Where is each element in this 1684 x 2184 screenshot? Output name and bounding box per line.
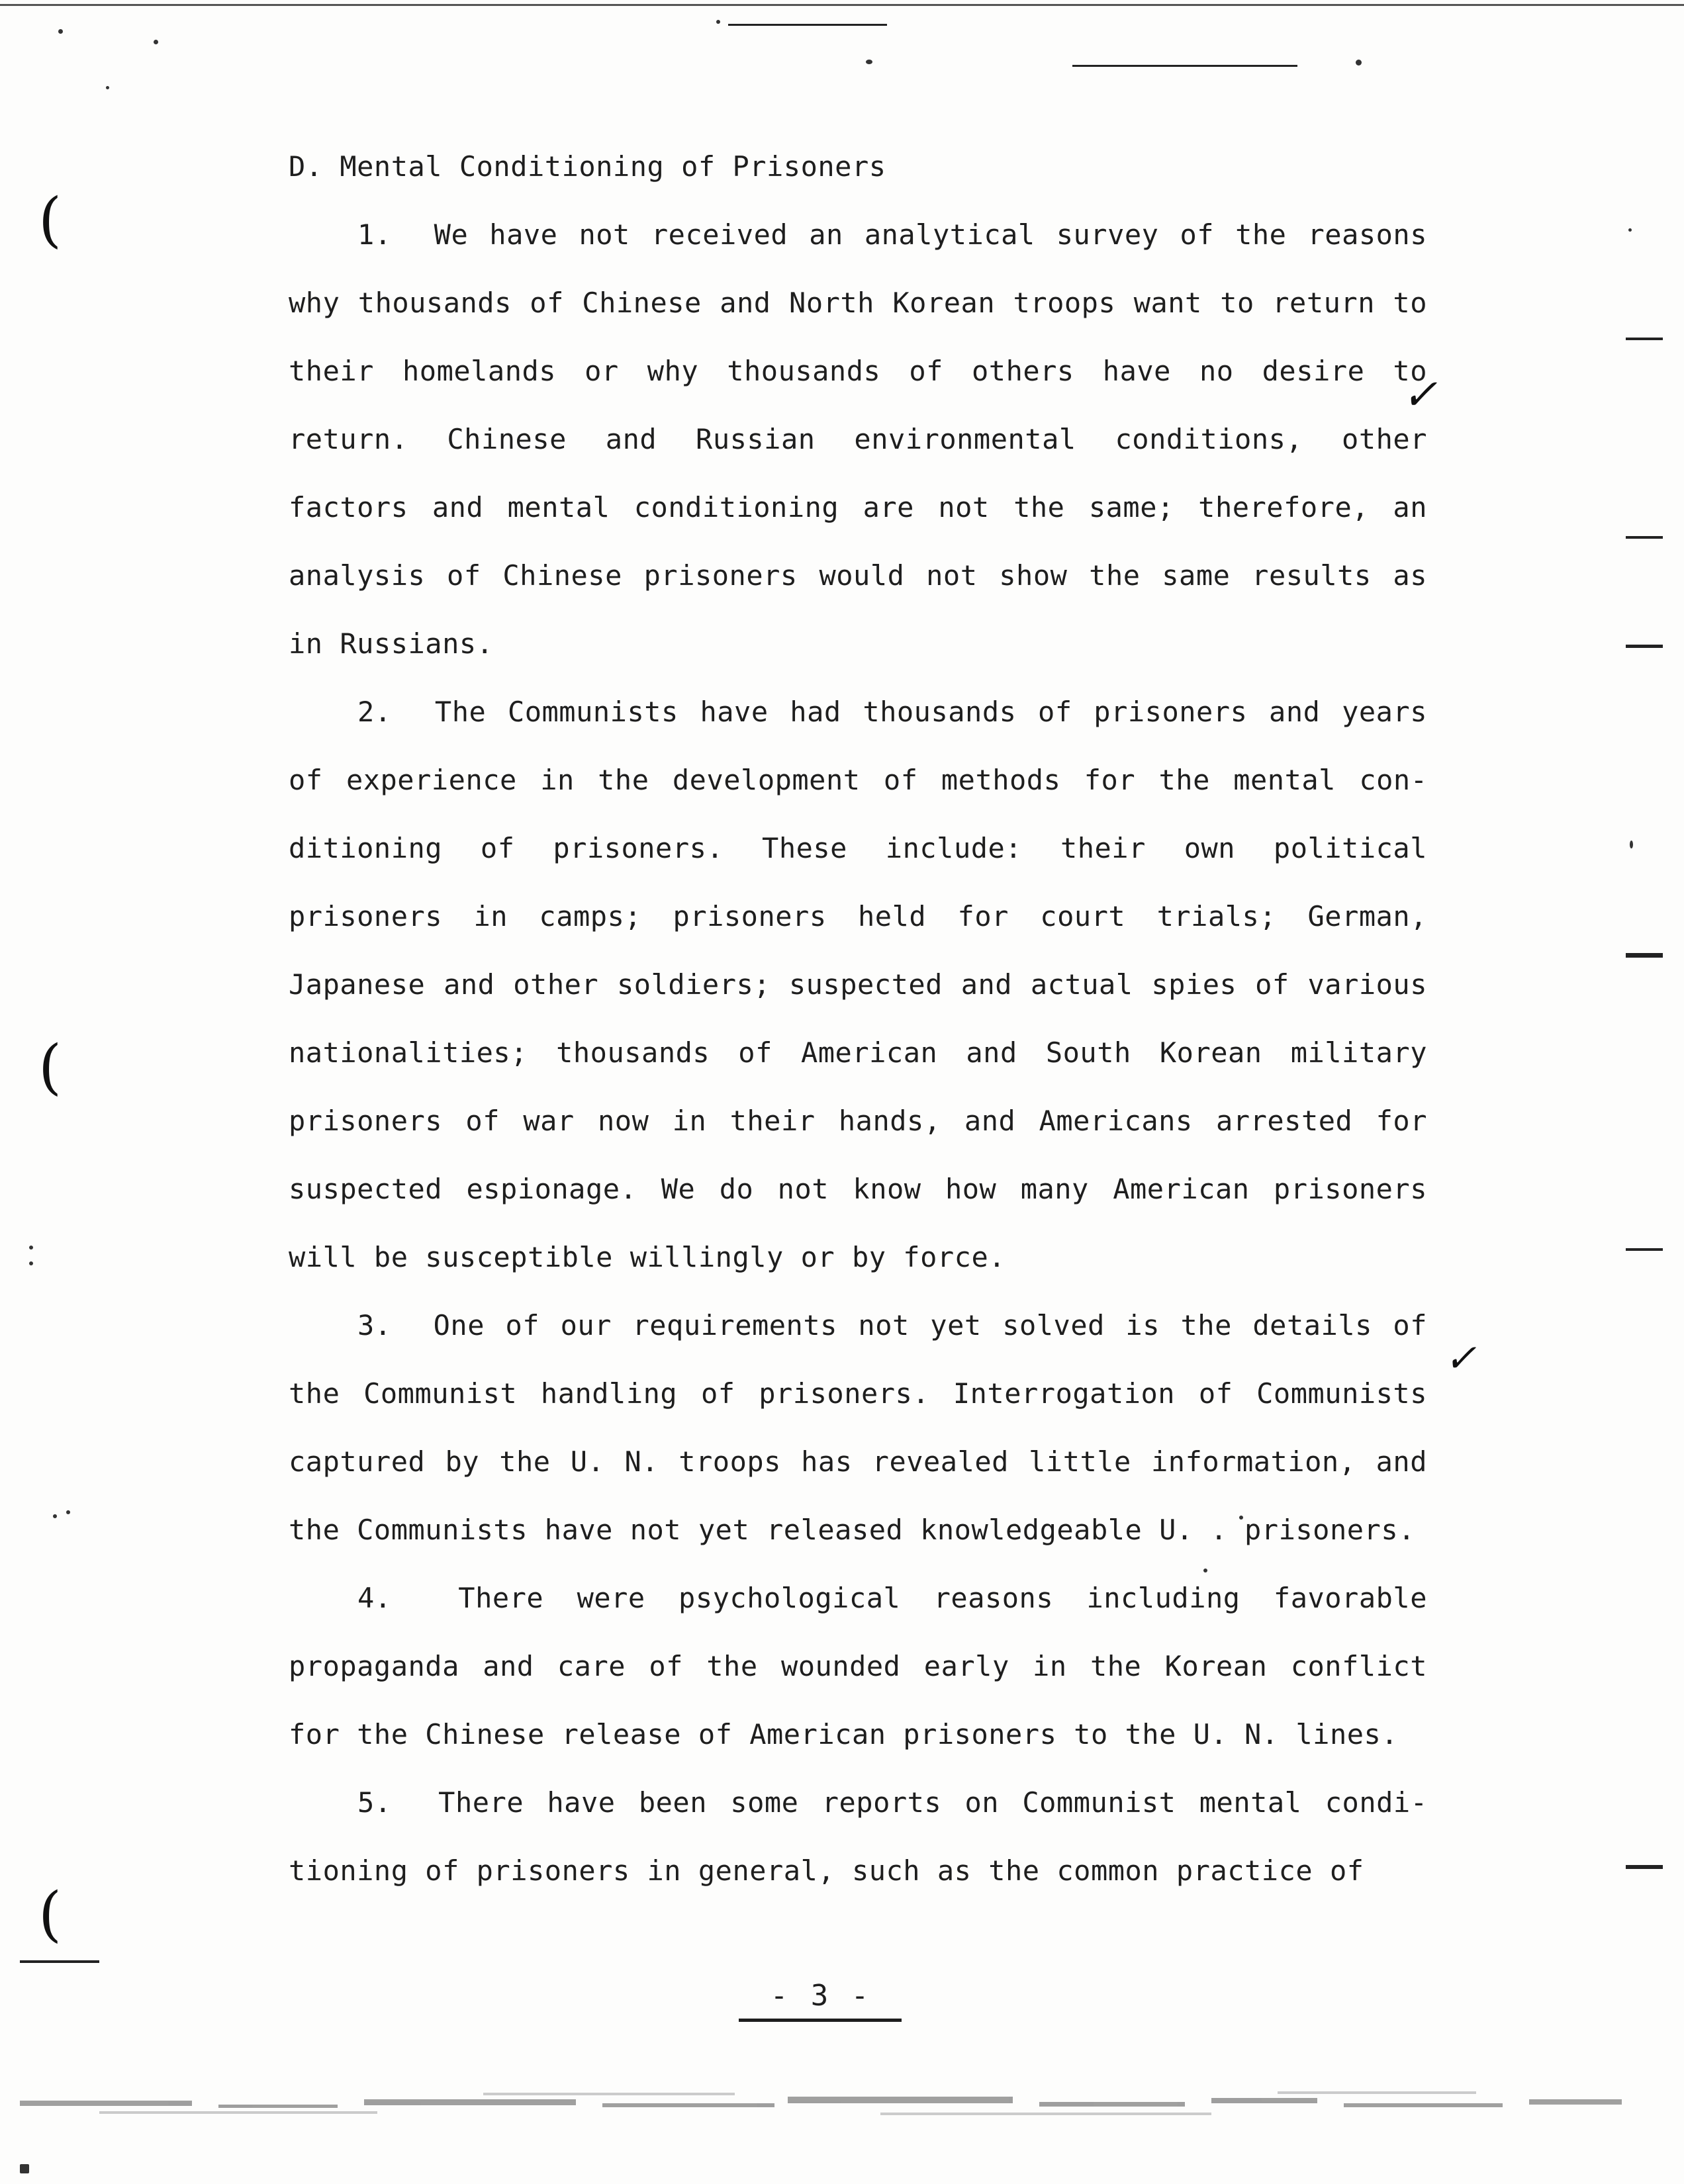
paragraph-4 [289,1564,1427,1768]
paragraph-text: We have not received an analytical survey of the reasons why thousands of Chinese and North Korean troops want to return to their homelands or why thousands of others have no desire to return. Chinese and Russian environmental conditions, other factors and mental conditioning are not the same; therefore, an analysis of Chinese prisoners would not show the same results as in Russians. [289,218,1427,660]
check-mark: ✓ [1444,1336,1477,1381]
scan-speck [154,40,158,44]
scan-mark-rule [728,24,887,26]
paragraph-text: There were psychological reasons including favorable propaganda and care of the wounded early in the Korean conflict for the Chinese release of American prisoners to the U. N. lines. [289,1582,1427,1751]
section-heading: D. Mental Conditioning of Prisoners [289,150,886,183]
scan-speck [53,1514,57,1518]
paragraph-1 [289,201,1427,678]
scan-speck [1630,841,1633,848]
scan-speck [866,60,872,64]
margin-dash [1626,1248,1663,1251]
scan-speck [66,1510,70,1514]
page-number-underline [739,2019,902,2022]
paragraph-number: 5. [357,1786,392,1819]
scan-mark-rule [1072,65,1297,67]
top-edge-rule [0,4,1684,6]
margin-dash [1626,338,1663,340]
check-mark: ✓ [1402,371,1438,420]
margin-dash [1626,953,1663,958]
scan-noise-band [20,2085,1635,2124]
margin-dash [1626,1865,1663,1869]
paragraph-text: There have been some reports on Communist mental conditioning of prisoners in general, such as the common practice of [289,1786,1427,1887]
margin-dash [1626,645,1663,648]
scan-speck [716,20,720,24]
scan-speck [29,1246,33,1250]
paragraph-number: 3. [357,1309,392,1342]
paragraph-3 [289,1291,1427,1564]
paragraph-text: One of our requirements not yet solved is the details of the Communist handling of prisoners. Interrogation of Communists captured by the U. N. troops has revealed little information, and the Communists have not yet released knowledgeable U. . prisoners. [289,1309,1427,1546]
page-number: - 3 - [770,1979,872,2013]
paragraph-number: 4. [357,1582,392,1614]
paragraph-number: 1. [357,218,392,251]
scan-speck [1628,228,1632,232]
scan-mark-rule [20,1960,99,1963]
scan-speck [20,2164,29,2173]
margin-dash [1626,536,1663,539]
binding-hole-mark: ( [38,1880,62,1949]
document-body [289,132,1427,1905]
scan-speck [29,1261,33,1265]
paragraph-5 [289,1768,1427,1905]
paragraph-text: The Communists have had thousands of prisoners and years of experience in the development of methods for the mental conditioning of prisoners. These include: their own political prisoners in camps; prisoners held for court trials; German, Japanese and other soldiers; suspected and actual spies of various nationalities; thousands of American and South Korean military prisoners of war now in their hands, and Americans arrested for suspected espionage. We do not know how many American prisoners will be susceptible willingly or by force. [289,696,1427,1273]
scan-speck [106,86,109,89]
binding-hole-mark: ( [38,185,62,255]
scan-speck [58,29,63,34]
paragraph-2 [289,678,1427,1291]
scan-speck [1356,60,1362,66]
paragraph-number: 2. [357,696,392,728]
binding-hole-mark: ( [38,1032,62,1102]
